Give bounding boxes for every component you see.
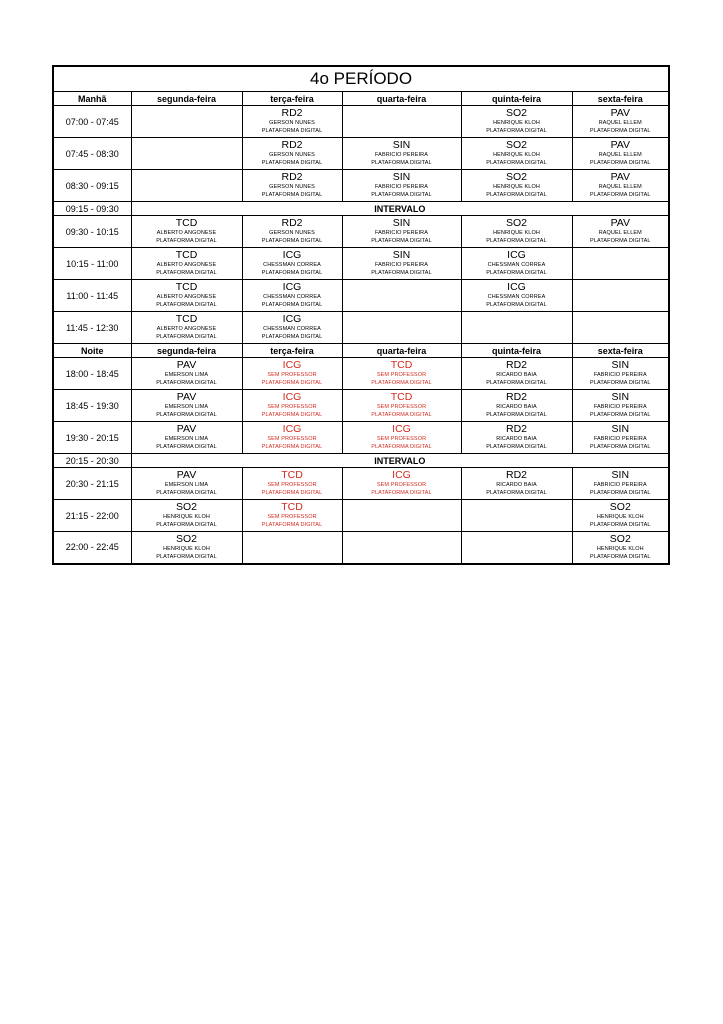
platform-label: PLATAFORMA DIGITAL	[156, 490, 217, 496]
teacher-name: CHESSMAN CORREA	[263, 326, 321, 332]
platform-label: PLATAFORMA DIGITAL	[590, 160, 651, 166]
teacher-name: CHESSMAN CORREA	[263, 262, 321, 268]
subject-code: RD2	[281, 107, 303, 119]
subject-code: TCD	[175, 249, 198, 261]
platform-label: PLATAFORMA DIGITAL	[486, 302, 547, 308]
teacher-name: HENRIQUE KLOH	[493, 152, 540, 158]
subject-code: SIN	[392, 217, 411, 229]
time-slot-row	[53, 106, 669, 138]
platform-label: PLATAFORMA DIGITAL	[261, 160, 323, 166]
class-cell	[342, 280, 461, 312]
teacher-name: FABRICIO PEREIRA	[593, 436, 647, 442]
subject-code: PAV	[610, 217, 631, 229]
time-slot: 21:15 - 22:00	[53, 500, 131, 532]
subject-code: SO2	[609, 532, 631, 545]
subject-code: SO2	[505, 107, 527, 119]
platform-label: PLATAFORMA DIGITAL	[486, 412, 547, 418]
teacher-name: ALBERTO ANGONESE	[156, 262, 217, 268]
subject-code: ICG	[507, 249, 526, 261]
platform-label: PLATAFORMA DIGITAL	[371, 160, 432, 166]
class-cell	[242, 390, 342, 422]
subject-code: RD2	[281, 139, 303, 151]
time-slot-row	[53, 358, 669, 390]
class-cell	[572, 170, 669, 202]
platform-label: PLATAFORMA DIGITAL	[261, 128, 323, 134]
teacher-name: FABRICIO PEREIRA	[375, 152, 428, 158]
class-cell	[572, 138, 669, 170]
class-cell	[131, 390, 242, 422]
platform-label: PLATAFORMA DIGITAL	[371, 270, 432, 276]
class-cell	[572, 280, 669, 312]
teacher-name: FABRICIO PEREIRA	[375, 262, 428, 268]
teacher-name: SEM PROFESSOR	[376, 372, 427, 378]
class-cell	[242, 138, 342, 170]
class-cell	[342, 532, 461, 564]
class-cell	[131, 216, 242, 248]
class-cell	[461, 532, 572, 564]
platform-label: PLATAFORMA DIGITAL	[261, 270, 323, 276]
class-cell	[572, 390, 669, 422]
class-cell	[461, 248, 572, 280]
class-cell	[131, 500, 242, 532]
teacher-name: FABRICIO PEREIRA	[593, 372, 647, 378]
platform-label: PLATAFORMA DIGITAL	[486, 490, 547, 496]
class-cell	[461, 138, 572, 170]
subject-code: ICG	[507, 281, 526, 293]
subject-code: ICG	[282, 359, 302, 371]
time-slot: 11:00 - 11:45	[53, 280, 131, 312]
subject-code: TCD	[390, 359, 413, 371]
subject-code: SIN	[611, 391, 630, 403]
class-cell	[131, 170, 242, 202]
class-cell	[572, 468, 669, 500]
time-slot-row	[53, 390, 669, 422]
class-cell	[461, 216, 572, 248]
teacher-name: SEM PROFESSOR	[376, 436, 427, 442]
class-cell	[131, 468, 242, 500]
subject-code: ICG	[282, 249, 302, 261]
class-cell	[461, 468, 572, 500]
class-cell	[461, 422, 572, 454]
class-cell	[242, 170, 342, 202]
subject-code: RD2	[505, 423, 527, 435]
platform-label: PLATAFORMA DIGITAL	[156, 334, 217, 340]
teacher-name: EMERSON LIMA	[164, 482, 209, 488]
class-cell	[242, 500, 342, 532]
teacher-name: SEM PROFESSOR	[267, 436, 317, 442]
class-cell	[342, 422, 461, 454]
time-slot: 07:45 - 08:30	[53, 138, 131, 170]
class-cell	[461, 170, 572, 202]
platform-label: PLATAFORMA DIGITAL	[261, 412, 323, 418]
platform-label: PLATAFORMA DIGITAL	[590, 380, 651, 386]
subject-code: SO2	[175, 532, 197, 545]
day-header: quinta-feira	[461, 92, 572, 106]
teacher-name: HENRIQUE KLOH	[493, 120, 540, 126]
teacher-name: ALBERTO ANGONESE	[156, 326, 217, 332]
class-cell	[342, 312, 461, 344]
platform-label: PLATAFORMA DIGITAL	[371, 444, 432, 450]
day-header: sexta-feira	[572, 344, 669, 358]
time-slot: 18:00 - 18:45	[53, 358, 131, 390]
section-label: Manhã	[53, 92, 131, 106]
subject-code: SIN	[611, 423, 630, 435]
teacher-name: RICARDO BAIA	[496, 404, 537, 410]
class-cell	[131, 106, 242, 138]
time-slot: 22:00 - 22:45	[53, 532, 131, 564]
class-cell	[572, 248, 669, 280]
subject-code: SO2	[609, 501, 631, 513]
teacher-name: HENRIQUE KLOH	[596, 514, 644, 520]
teacher-name: EMERSON LIMA	[164, 436, 209, 442]
platform-label: PLATAFORMA DIGITAL	[590, 238, 651, 244]
subject-code: RD2	[505, 469, 527, 481]
teacher-name: SEM PROFESSOR	[376, 404, 427, 410]
teacher-name: RICARDO BAIA	[496, 372, 537, 378]
time-slot-row	[53, 468, 669, 500]
time-slot-row	[53, 280, 669, 312]
subject-code: TCD	[175, 217, 198, 229]
time-slot-row	[53, 248, 669, 280]
platform-label: PLATAFORMA DIGITAL	[590, 553, 651, 560]
time-slot-row	[53, 216, 669, 248]
platform-label: PLATAFORMA DIGITAL	[590, 444, 651, 450]
time-slot-row	[53, 312, 669, 344]
day-header: segunda-feira	[131, 92, 242, 106]
class-cell	[461, 312, 572, 344]
class-cell	[342, 468, 461, 500]
class-cell	[342, 106, 461, 138]
day-header: quarta-feira	[342, 344, 461, 358]
teacher-name: FABRICIO PEREIRA	[375, 184, 428, 190]
subject-code: SO2	[505, 171, 527, 183]
teacher-name: EMERSON LIMA	[164, 372, 209, 378]
platform-label: PLATAFORMA DIGITAL	[261, 380, 323, 386]
time-slot-row	[53, 500, 669, 532]
subject-code: TCD	[281, 469, 303, 481]
time-slot: 19:30 - 20:15	[53, 422, 131, 454]
platform-label: PLATAFORMA DIGITAL	[486, 270, 547, 276]
platform-label: PLATAFORMA DIGITAL	[486, 380, 547, 386]
subject-code: RD2	[505, 391, 527, 403]
platform-label: PLATAFORMA DIGITAL	[156, 302, 217, 308]
teacher-name: GERSON NUNES	[269, 230, 315, 236]
platform-label: PLATAFORMA DIGITAL	[261, 192, 323, 198]
class-cell	[572, 358, 669, 390]
subject-code: SO2	[505, 139, 527, 151]
class-cell	[572, 500, 669, 532]
subject-code: TCD	[390, 391, 413, 403]
teacher-name: RICARDO BAIA	[496, 436, 537, 442]
day-header: terça-feira	[242, 344, 342, 358]
time-slot: 08:30 - 09:15	[53, 170, 131, 202]
platform-label: PLATAFORMA DIGITAL	[261, 522, 323, 528]
time-slot: 10:15 - 11:00	[53, 248, 131, 280]
time-slot: 20:15 - 20:30	[53, 454, 131, 468]
class-cell	[242, 312, 342, 344]
class-cell	[242, 532, 342, 564]
platform-label: PLATAFORMA DIGITAL	[156, 444, 217, 450]
class-cell	[242, 280, 342, 312]
teacher-name: FABRICIO PEREIRA	[593, 404, 647, 410]
platform-label: PLATAFORMA DIGITAL	[261, 238, 323, 244]
class-cell	[461, 280, 572, 312]
subject-code: PAV	[610, 139, 631, 151]
teacher-name: ALBERTO ANGONESE	[156, 230, 217, 236]
page-title: 4o PERÍODO	[53, 66, 669, 92]
break-label: INTERVALO	[131, 202, 669, 216]
class-cell	[342, 358, 461, 390]
class-cell	[342, 170, 461, 202]
platform-label: PLATAFORMA DIGITAL	[590, 192, 651, 198]
time-slot-row	[53, 170, 669, 202]
platform-label: PLATAFORMA DIGITAL	[156, 238, 217, 244]
teacher-name: GERSON NUNES	[269, 184, 315, 190]
platform-label: PLATAFORMA DIGITAL	[486, 160, 547, 166]
subject-code: SIN	[611, 469, 630, 481]
day-header: sexta-feira	[572, 92, 669, 106]
subject-code: RD2	[281, 217, 303, 229]
schedule-body	[53, 66, 669, 564]
class-cell	[131, 358, 242, 390]
break-label: INTERVALO	[131, 454, 669, 468]
teacher-name: CHESSMAN CORREA	[263, 294, 321, 300]
subject-code: PAV	[176, 391, 197, 403]
class-cell	[342, 216, 461, 248]
class-cell	[242, 106, 342, 138]
platform-label: PLATAFORMA DIGITAL	[261, 334, 323, 340]
class-cell	[572, 106, 669, 138]
class-cell	[572, 532, 669, 564]
class-cell	[342, 390, 461, 422]
teacher-name: CHESSMAN CORREA	[487, 262, 546, 268]
teacher-name: HENRIQUE KLOH	[163, 514, 210, 520]
platform-label: PLATAFORMA DIGITAL	[371, 380, 432, 386]
title-row	[53, 66, 669, 92]
teacher-name: FABRICIO PEREIRA	[593, 482, 647, 488]
time-slot: 09:15 - 09:30	[53, 202, 131, 216]
subject-code: PAV	[176, 423, 197, 435]
class-cell	[461, 106, 572, 138]
class-cell	[242, 216, 342, 248]
platform-label: PLATAFORMA DIGITAL	[156, 270, 217, 276]
platform-label: PLATAFORMA DIGITAL	[156, 380, 217, 386]
section-header-row	[53, 92, 669, 106]
teacher-name: RAQUEL ELLEM	[598, 184, 642, 190]
day-header: quarta-feira	[342, 92, 461, 106]
class-cell	[342, 248, 461, 280]
class-cell	[131, 280, 242, 312]
time-slot: 11:45 - 12:30	[53, 312, 131, 344]
platform-label: PLATAFORMA DIGITAL	[371, 412, 432, 418]
teacher-name: ALBERTO ANGONESE	[156, 294, 217, 300]
teacher-name: RAQUEL ELLEM	[598, 120, 642, 126]
day-header: quinta-feira	[461, 344, 572, 358]
time-slot: 09:30 - 10:15	[53, 216, 131, 248]
class-cell	[572, 422, 669, 454]
subject-code: SO2	[505, 217, 527, 229]
subject-code: RD2	[281, 171, 303, 183]
platform-label: PLATAFORMA DIGITAL	[371, 238, 432, 244]
teacher-name: SEM PROFESSOR	[376, 482, 427, 488]
time-slot: 20:30 - 21:15	[53, 468, 131, 500]
subject-code: ICG	[392, 423, 411, 435]
platform-label: PLATAFORMA DIGITAL	[156, 412, 217, 418]
class-cell	[461, 358, 572, 390]
teacher-name: SEM PROFESSOR	[267, 404, 317, 410]
subject-code: RD2	[505, 359, 527, 371]
teacher-name: SEM PROFESSOR	[267, 514, 317, 520]
class-cell	[131, 312, 242, 344]
platform-label: PLATAFORMA DIGITAL	[486, 192, 547, 198]
subject-code: SIN	[611, 359, 630, 371]
class-cell	[242, 468, 342, 500]
platform-label: PLATAFORMA DIGITAL	[371, 490, 432, 496]
subject-code: SIN	[392, 139, 411, 151]
schedule-table	[52, 65, 670, 565]
class-cell	[131, 248, 242, 280]
platform-label: PLATAFORMA DIGITAL	[486, 444, 547, 450]
class-cell	[131, 422, 242, 454]
subject-code: TCD	[281, 501, 303, 513]
teacher-name: SEM PROFESSOR	[267, 372, 317, 378]
subject-code: TCD	[175, 313, 198, 325]
time-slot: 18:45 - 19:30	[53, 390, 131, 422]
platform-label: PLATAFORMA DIGITAL	[590, 490, 651, 496]
class-cell	[131, 138, 242, 170]
section-label: Noite	[53, 344, 131, 358]
subject-code: TCD	[175, 281, 198, 293]
subject-code: PAV	[610, 171, 631, 183]
teacher-name: GERSON NUNES	[269, 152, 315, 158]
teacher-name: CHESSMAN CORREA	[487, 294, 546, 300]
teacher-name: FABRICIO PEREIRA	[375, 230, 428, 236]
platform-label: PLATAFORMA DIGITAL	[261, 302, 323, 308]
class-cell	[342, 138, 461, 170]
teacher-name: HENRIQUE KLOH	[596, 545, 644, 552]
class-cell	[242, 422, 342, 454]
subject-code: ICG	[282, 313, 302, 325]
teacher-name: RICARDO BAIA	[496, 482, 537, 488]
teacher-name: GERSON NUNES	[269, 120, 315, 126]
platform-label: PLATAFORMA DIGITAL	[486, 238, 547, 244]
time-slot-row	[53, 532, 669, 564]
day-header: terça-feira	[242, 92, 342, 106]
time-slot: 07:00 - 07:45	[53, 106, 131, 138]
break-row	[53, 202, 669, 216]
subject-code: ICG	[282, 423, 302, 435]
platform-label: PLATAFORMA DIGITAL	[261, 444, 323, 450]
class-cell	[572, 216, 669, 248]
class-cell	[572, 312, 669, 344]
subject-code: ICG	[282, 281, 302, 293]
break-row	[53, 454, 669, 468]
platform-label: PLATAFORMA DIGITAL	[590, 412, 651, 418]
day-header: segunda-feira	[131, 344, 242, 358]
teacher-name: RAQUEL ELLEM	[598, 152, 642, 158]
class-cell	[461, 390, 572, 422]
teacher-name: HENRIQUE KLOH	[493, 184, 540, 190]
teacher-name: SEM PROFESSOR	[267, 482, 317, 488]
class-cell	[131, 532, 242, 564]
platform-label: PLATAFORMA DIGITAL	[486, 128, 547, 134]
platform-label: PLATAFORMA DIGITAL	[156, 522, 217, 528]
time-slot-row	[53, 422, 669, 454]
teacher-name: EMERSON LIMA	[164, 404, 209, 410]
platform-label: PLATAFORMA DIGITAL	[590, 128, 651, 134]
teacher-name: RAQUEL ELLEM	[598, 230, 642, 236]
class-cell	[242, 248, 342, 280]
class-cell	[242, 358, 342, 390]
subject-code: PAV	[610, 107, 631, 119]
class-cell	[461, 500, 572, 532]
subject-code: ICG	[392, 469, 411, 481]
subject-code: SO2	[175, 501, 197, 513]
subject-code: PAV	[176, 359, 197, 371]
section-header-row	[53, 344, 669, 358]
subject-code: SIN	[392, 249, 411, 261]
time-slot-row	[53, 138, 669, 170]
platform-label: PLATAFORMA DIGITAL	[371, 192, 432, 198]
subject-code: ICG	[282, 391, 302, 403]
subject-code: SIN	[392, 171, 411, 183]
subject-code: PAV	[176, 469, 197, 481]
class-cell	[342, 500, 461, 532]
platform-label: PLATAFORMA DIGITAL	[156, 553, 217, 560]
teacher-name: HENRIQUE KLOH	[493, 230, 540, 236]
teacher-name: HENRIQUE KLOH	[163, 545, 210, 552]
platform-label: PLATAFORMA DIGITAL	[261, 490, 323, 496]
platform-label: PLATAFORMA DIGITAL	[590, 522, 651, 528]
